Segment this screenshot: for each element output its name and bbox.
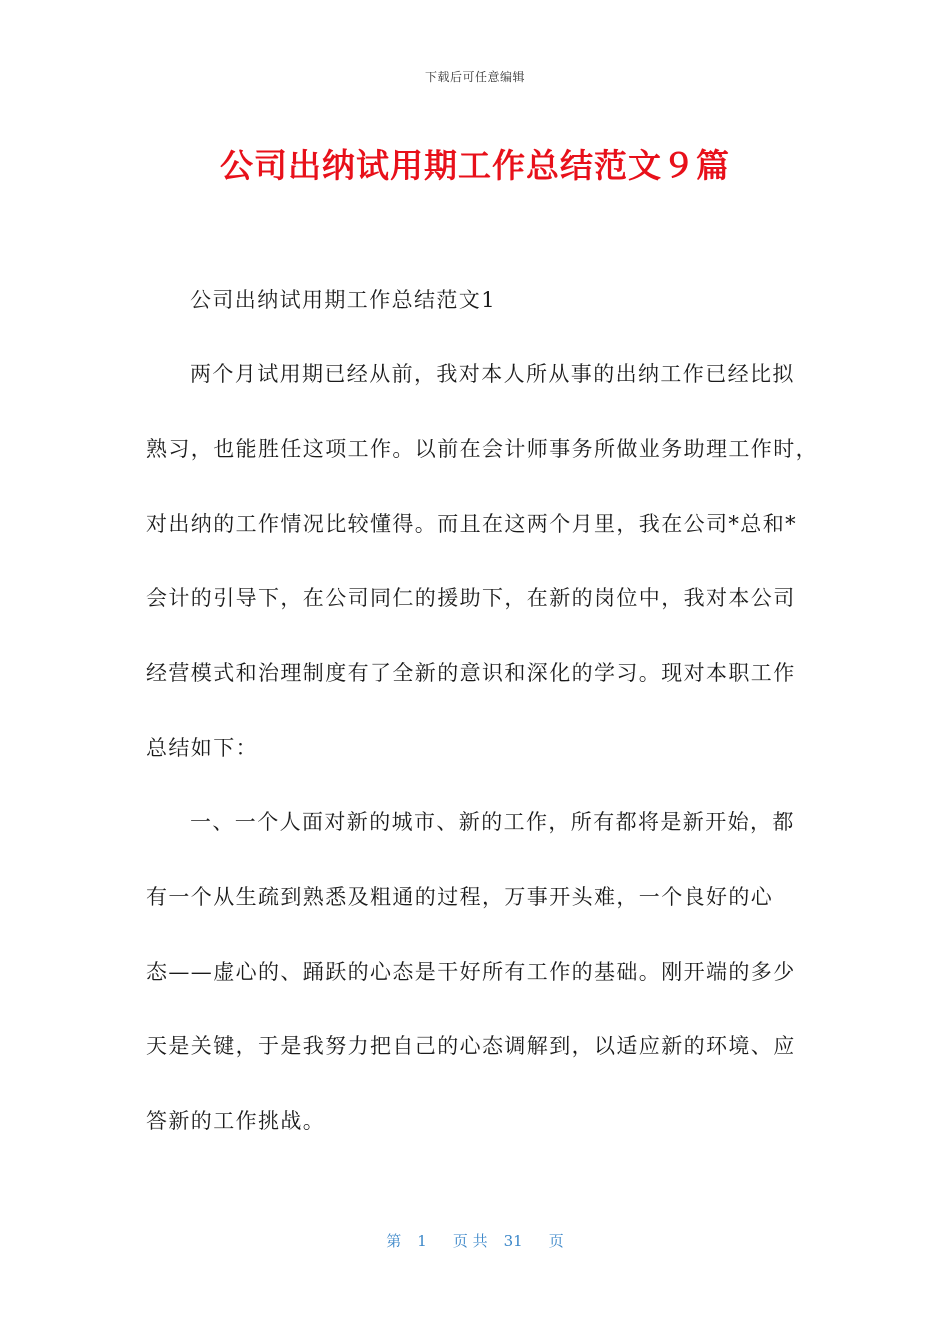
page-total: 31: [503, 1232, 523, 1250]
page-footer: [0, 1230, 950, 1251]
paragraph-line: 对出纳的工作情况比较懂得。而且在这两个月里，我在公司*总和*: [146, 512, 797, 536]
page-suffix: 页: [548, 1232, 564, 1250]
paragraph-line: 一、一个人面对新的城市、新的工作，所有都将是新开始，都: [190, 810, 795, 834]
header-note: 下载后可任意编辑: [424, 70, 525, 84]
paragraph-line: 两个月试用期已经从前，我对本人所从事的出纳工作已经比拟: [190, 362, 795, 386]
paragraph-line: 熟习，也能胜任这项工作。以前在会计师事务所做业务助理工作时，: [146, 437, 818, 461]
page-middle: 页 共: [452, 1232, 488, 1250]
paragraph-line: 有一个从生疏到熟悉及粗通的过程，万事开头难，一个良好的心: [146, 885, 774, 909]
paragraph-line: 会计的引导下，在公司同仁的援助下，在新的岗位中，我对本公司: [146, 586, 796, 610]
paragraph-line: 天是关键，于是我努力把自己的心态调解到，以适应新的环境、应: [146, 1034, 796, 1058]
page-prefix: 第: [386, 1232, 402, 1250]
paragraph-line: 总结如下：: [146, 736, 258, 760]
section-heading: 公司出纳试用期工作总结范文1: [190, 288, 496, 312]
page-number: 1: [417, 1232, 427, 1250]
paragraph-line: 经营模式和治理制度有了全新的意识和深化的学习。现对本职工作: [146, 661, 796, 685]
paragraph-line: 态——虚心的、踊跃的心态是干好所有工作的基础。刚开端的多少: [146, 960, 796, 984]
document-title: 公司出纳试用期工作总结范文９篇: [220, 146, 730, 185]
paragraph-line: 答新的工作挑战。: [146, 1109, 326, 1133]
